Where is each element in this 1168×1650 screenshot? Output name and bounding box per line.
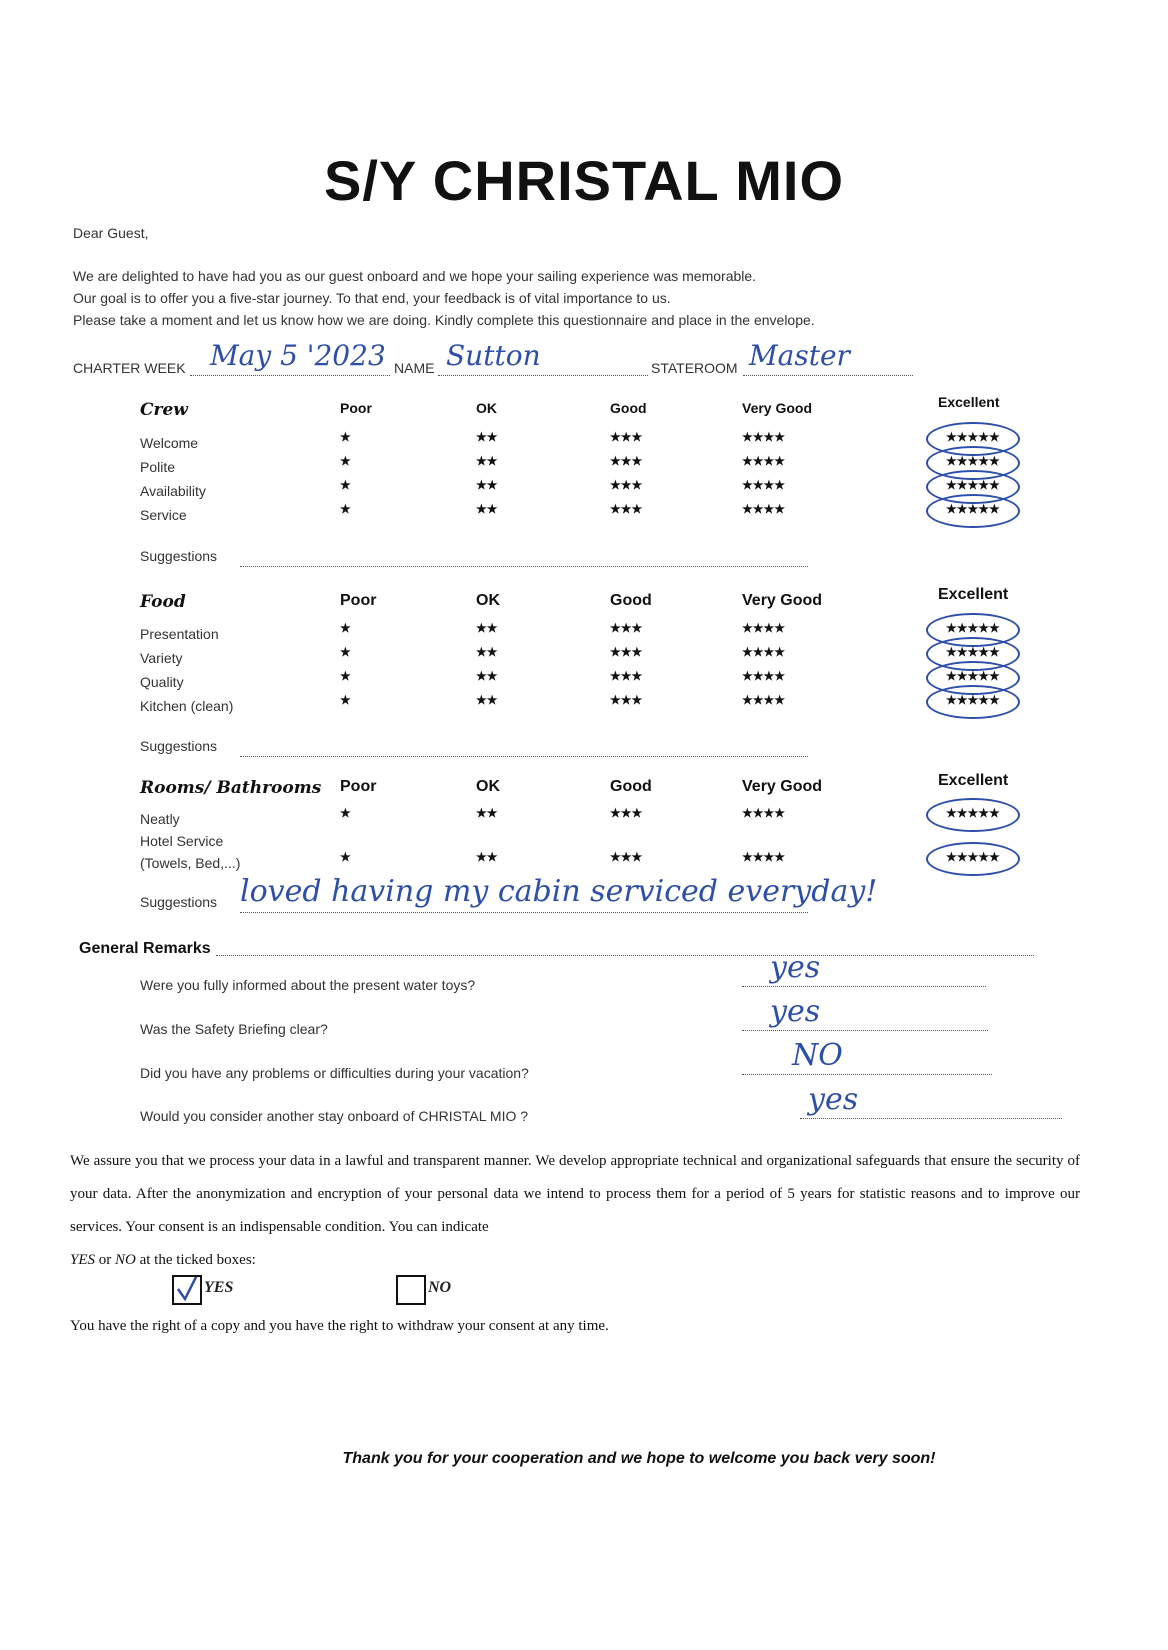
general-remarks-label: General Remarks (79, 940, 211, 957)
stateroom-value: Master (749, 339, 850, 372)
rating-header: Good (610, 400, 647, 416)
rating-option-5-stars[interactable]: ★★★★★ (946, 502, 1000, 516)
rating-option-1-stars[interactable]: ★ (340, 693, 351, 707)
rating-option-1-stars[interactable]: ★ (340, 621, 351, 635)
privacy-tick-line (70, 1244, 256, 1277)
or-word: or (95, 1252, 116, 1268)
question-4: Would you consider another stay onboard of CHRISTAL MIO ? (140, 1108, 529, 1124)
rating-option-5-stars[interactable]: ★★★★★ (946, 806, 1000, 820)
rating-option-3-stars[interactable]: ★★★ (610, 478, 643, 492)
rating-option-4-stars[interactable]: ★★★★ (742, 850, 786, 864)
rating-option-4-stars[interactable]: ★★★★ (742, 693, 786, 707)
suggestions-field[interactable] (240, 742, 808, 757)
answer-4: yes (808, 1082, 859, 1117)
question-1: Were you fully informed about the present water toys? (140, 977, 476, 993)
suggestions-field[interactable] (240, 552, 808, 567)
question-3: Did you have any problems or difficulties during your vacation? (140, 1065, 529, 1081)
section-title: Food (140, 592, 186, 612)
privacy-paragraph: We assure you that we process your data in a lawful and transparent manner. We develop appropriate technical and organizational safeguards that ensure the security of your data. After the anonymization and encryption of your personal data we intend to process them for a period of 5 years for statistic reasons and to improve our services. Your consent is an indispensable condition. You can indicate (70, 1153, 1080, 1235)
rating-option-4-stars[interactable]: ★★★★ (742, 478, 786, 492)
rating-header: Good (610, 592, 652, 609)
rating-item-label: Service (140, 507, 187, 523)
no-word: NO (115, 1252, 136, 1268)
rating-option-5-stars[interactable]: ★★★★★ (946, 478, 1000, 492)
yes-word: YES (70, 1252, 96, 1268)
closing-text: Thank you for your cooperation and we hope to welcome you back very soon! (342, 1450, 936, 1467)
rating-header: OK (476, 592, 500, 609)
rating-item-label: Availability (140, 483, 206, 499)
rating-option-4-stars[interactable]: ★★★★ (742, 645, 786, 659)
selected-rating-circle (926, 685, 1020, 719)
rating-option-3-stars[interactable]: ★★★ (610, 850, 643, 864)
rating-header: Excellent (938, 394, 1000, 410)
intro-line-3: Please take a moment and let us know how we are doing. Kindly complete this questionnaire and place in the envelope. (73, 312, 815, 328)
answer-1: yes (770, 950, 821, 985)
name-label: NAME (394, 360, 435, 376)
section-title: Crew (140, 400, 188, 420)
suggestions-label: Suggestions (140, 894, 218, 910)
general-remarks-field[interactable] (216, 945, 1034, 956)
rating-option-5-stars[interactable]: ★★★★★ (946, 621, 1000, 635)
consent-yes-label: YES (204, 1279, 234, 1296)
stateroom-field[interactable] (743, 339, 913, 376)
rating-option-1-stars[interactable]: ★ (340, 454, 351, 468)
rating-header: Excellent (938, 586, 1009, 603)
rating-option-2-stars[interactable]: ★★ (476, 478, 498, 492)
rating-option-3-stars[interactable]: ★★★ (610, 806, 643, 820)
rating-option-3-stars[interactable]: ★★★ (610, 693, 643, 707)
rating-option-1-stars[interactable]: ★ (340, 806, 351, 820)
rating-item-label: Welcome (140, 435, 199, 451)
intro-line-1: We are delighted to have had you as our guest onboard and we hope your sailing experience was memorable. (73, 268, 757, 284)
charter-week-value: May 5 '2023 (210, 339, 386, 372)
rating-header: Very Good (742, 592, 823, 609)
rating-option-4-stars[interactable]: ★★★★ (742, 430, 786, 444)
rating-option-5-stars[interactable]: ★★★★★ (946, 669, 1000, 683)
intro-line-2: Our goal is to offer you a five-star journey. To that end, your feedback is of vital importance to us. (73, 290, 671, 306)
rating-item-label: Kitchen (clean) (140, 698, 234, 714)
suggestions-label: Suggestions (140, 548, 218, 564)
rating-option-1-stars[interactable]: ★ (340, 669, 351, 683)
answer-1-field[interactable] (742, 950, 986, 987)
rating-header: OK (476, 778, 500, 795)
rating-item-label: Hotel Service (Towels, Bed,...) (140, 833, 241, 871)
rating-item-label: Presentation (140, 626, 219, 642)
rating-item-label: Quality (140, 674, 184, 690)
rating-option-1-stars[interactable]: ★ (340, 478, 351, 492)
rating-item-label: Neatly (140, 811, 180, 827)
consent-yes-checkbox[interactable] (172, 1275, 202, 1305)
rating-option-5-stars[interactable]: ★★★★★ (946, 645, 1000, 659)
rating-option-3-stars[interactable]: ★★★ (610, 669, 643, 683)
name-value: Sutton (446, 339, 541, 372)
rating-option-2-stars[interactable]: ★★ (476, 806, 498, 820)
rating-option-3-stars[interactable]: ★★★ (610, 621, 643, 635)
consent-no-checkbox[interactable] (396, 1275, 426, 1305)
rating-option-5-stars[interactable]: ★★★★★ (946, 693, 1000, 707)
rating-option-4-stars[interactable]: ★★★★ (742, 502, 786, 516)
rating-option-4-stars[interactable]: ★★★★ (742, 454, 786, 468)
rating-option-4-stars[interactable]: ★★★★ (742, 621, 786, 635)
rating-option-2-stars[interactable]: ★★ (476, 693, 498, 707)
rating-option-1-stars[interactable]: ★ (340, 502, 351, 516)
selected-rating-circle (926, 494, 1020, 528)
rating-header: OK (476, 400, 497, 416)
rating-option-4-stars[interactable]: ★★★★ (742, 806, 786, 820)
rating-option-2-stars[interactable]: ★★ (476, 454, 498, 468)
greeting: Dear Guest, (73, 225, 149, 241)
rating-option-4-stars[interactable]: ★★★★ (742, 669, 786, 683)
rating-header: Excellent (938, 772, 1009, 789)
rights-text: You have the right of a copy and you have the right to withdraw your consent at any time. (70, 1318, 609, 1334)
rating-option-1-stars[interactable]: ★ (340, 645, 351, 659)
answer-2-field[interactable] (742, 994, 988, 1031)
section-title: Rooms/ Bathrooms (140, 778, 322, 798)
rating-option-5-stars[interactable]: ★★★★★ (946, 430, 1000, 444)
rating-option-2-stars[interactable]: ★★ (476, 621, 498, 635)
rating-option-1-stars[interactable]: ★ (340, 850, 351, 864)
suggestions-value: loved having my cabin serviced everyday! (240, 874, 878, 909)
consent-no-label: NO (428, 1279, 452, 1296)
question-2: Was the Safety Briefing clear? (140, 1021, 328, 1037)
charter-week-label: CHARTER WEEK (73, 360, 186, 376)
answer-2: yes (770, 994, 821, 1029)
rating-option-2-stars[interactable]: ★★ (476, 502, 498, 516)
rating-option-3-stars[interactable]: ★★★ (610, 502, 643, 516)
rating-option-3-stars[interactable]: ★★★ (610, 454, 643, 468)
rating-header: Poor (340, 778, 377, 795)
rating-item-label: Variety (140, 650, 183, 666)
rating-item-label: Polite (140, 459, 176, 475)
page-title: S/Y CHRISTAL MIO (323, 149, 845, 212)
rating-option-1-stars[interactable]: ★ (340, 430, 351, 444)
tick-line-suffix: at the ticked boxes: (135, 1252, 256, 1268)
answer-3-field[interactable] (742, 1038, 992, 1075)
stateroom-label: STATEROOM (651, 360, 738, 376)
rating-option-3-stars[interactable]: ★★★ (610, 645, 643, 659)
charter-week-field[interactable] (190, 339, 390, 376)
answer-3: NO (792, 1038, 843, 1073)
selected-rating-circle (926, 798, 1020, 832)
rating-option-2-stars[interactable]: ★★ (476, 669, 498, 683)
rating-option-5-stars[interactable]: ★★★★★ (946, 454, 1000, 468)
rating-header: Poor (340, 400, 372, 416)
rating-option-2-stars[interactable]: ★★ (476, 645, 498, 659)
rating-option-2-stars[interactable]: ★★ (476, 430, 498, 444)
rating-header: Good (610, 778, 652, 795)
rating-header: Very Good (742, 778, 823, 795)
rating-option-3-stars[interactable]: ★★★ (610, 430, 643, 444)
rating-option-2-stars[interactable]: ★★ (476, 850, 498, 864)
rating-option-5-stars[interactable]: ★★★★★ (946, 850, 1000, 864)
check-mark-icon (174, 1277, 200, 1303)
name-field[interactable] (438, 339, 648, 376)
answer-4-field[interactable] (800, 1082, 1062, 1119)
suggestions-label: Suggestions (140, 738, 218, 754)
rating-header: Poor (340, 592, 377, 609)
selected-rating-circle (926, 842, 1020, 876)
rating-header: Very Good (742, 400, 813, 416)
